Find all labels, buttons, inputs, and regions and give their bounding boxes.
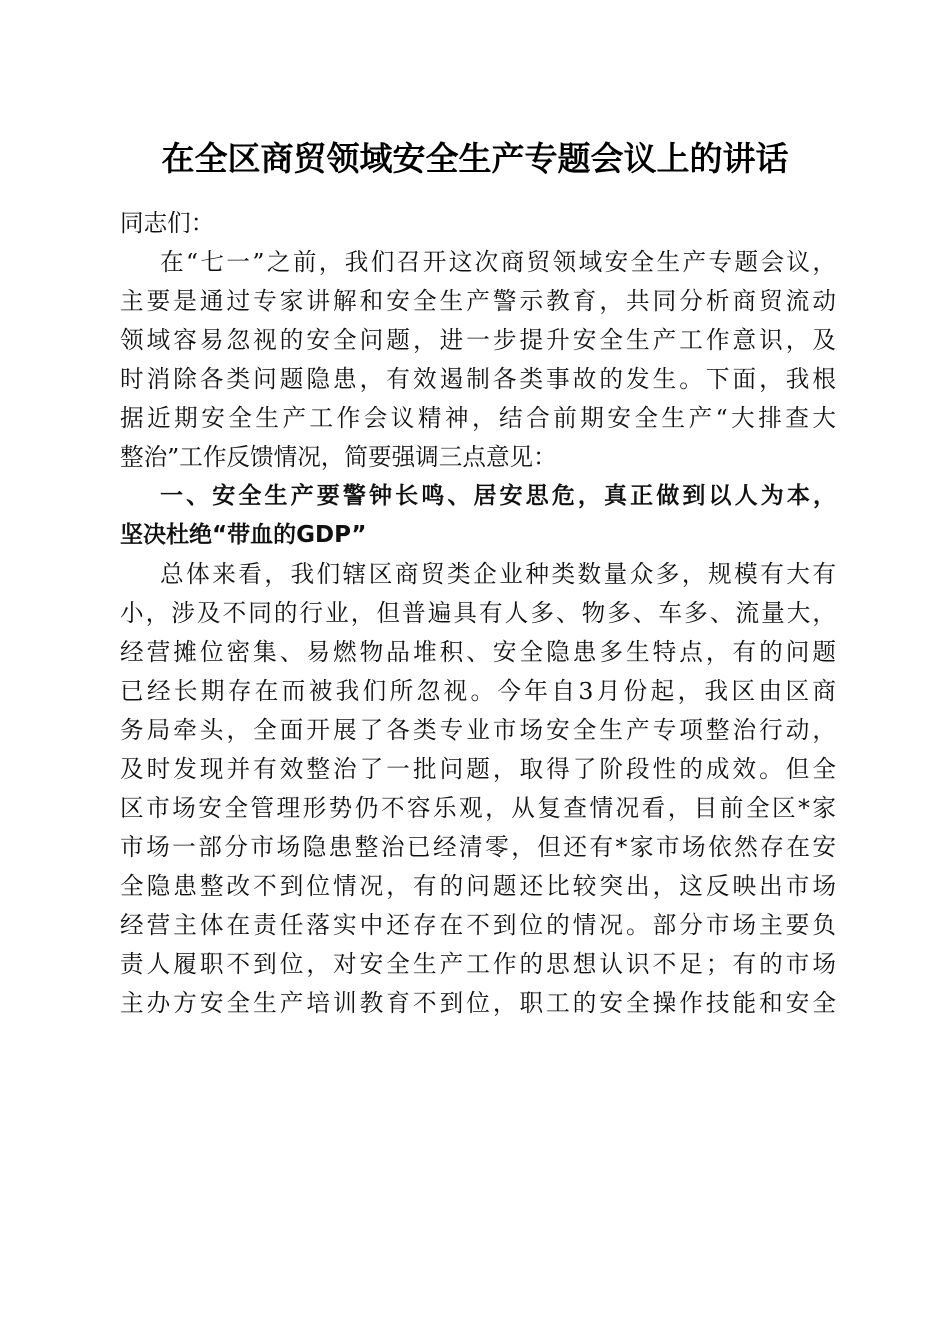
text-line: 领域容易忽视的安全问题，进一步提升安全生产工作意识，及 (120, 326, 836, 354)
paragraph-overview (120, 555, 836, 1023)
text-line: 在“七一”之前，我们召开这次商贸领域安全生产专题会议， (160, 248, 836, 276)
paragraph-intro (120, 243, 836, 477)
text-line: 据近期安全生产工作会议精神，结合前期安全生产“大排查大 (120, 404, 836, 432)
text-line: 区市场安全管理形势仍不容乐观，从复查情况看，目前全区*家 (120, 794, 836, 822)
text-line: 全隐患整改不到位情况，有的问题还比较突出，这反映出市场 (120, 872, 836, 900)
text-line: 整治”工作反馈情况，简要强调三点意见： (120, 443, 557, 471)
heading-line: 一、安全生产要警钟长鸣、居安思危，真正做到以人为本， (160, 483, 836, 509)
text-line: 责人履职不到位，对安全生产工作的思想认识不足；有的市场 (120, 950, 836, 978)
text-line: 主要是通过专家讲解和安全生产警示教育，共同分析商贸流动 (120, 287, 836, 315)
text-line: 经营摊位密集、易燃物品堆积、安全隐患多生特点，有的问题 (120, 638, 836, 666)
text-line: 时消除各类问题隐患，有效遏制各类事故的发生。下面，我根 (120, 365, 836, 393)
text-line: 务局牵头，全面开展了各类专业市场安全生产专项整治行动， (120, 716, 836, 744)
section-heading-1 (120, 477, 836, 555)
document-title: 在全区商贸领域安全生产专题会议上的讲话 (161, 139, 789, 178)
text-line: 及时发现并有效整治了一批问题，取得了阶段性的成效。但全 (120, 755, 836, 783)
text-line: 小，涉及不同的行业，但普遍具有人多、物多、车多、流量大， (120, 599, 836, 627)
heading-line: 坚决杜绝“带血的GDP” (120, 522, 367, 548)
salutation: 同志们： (120, 209, 215, 237)
text-line: 已经长期存在而被我们所忽视。今年自3月份起，我区由区商 (120, 677, 836, 705)
text-line: 总体来看，我们辖区商贸类企业种类数量众多，规模有大有 (160, 560, 836, 588)
text-line: 市场一部分市场隐患整治已经清零，但还有*家市场依然存在安 (120, 833, 836, 861)
text-line: 主办方安全生产培训教育不到位，职工的安全操作技能和安全 (120, 989, 836, 1017)
document-body (120, 204, 836, 1023)
text-line: 经营主体在责任落实中还存在不到位的情况。部分市场主要负 (120, 911, 836, 939)
